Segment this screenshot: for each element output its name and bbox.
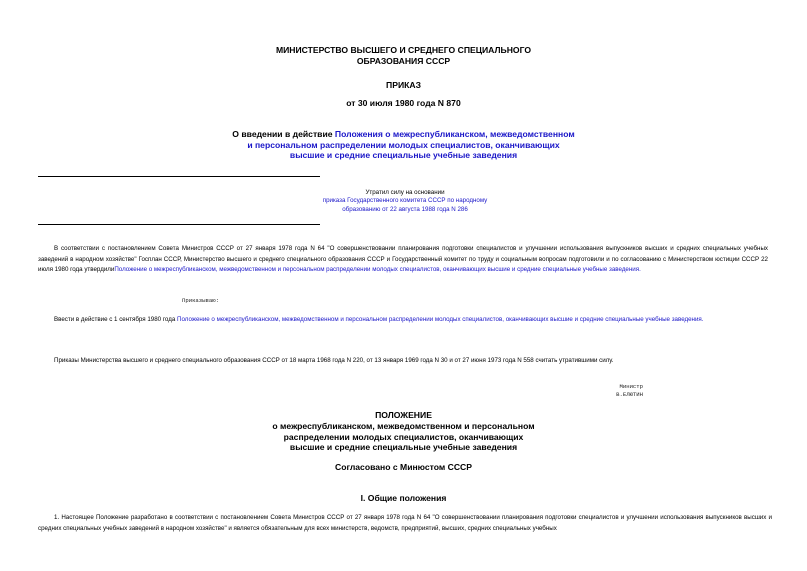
signature-name: В.ЕЛЮТИН: [616, 390, 643, 398]
signature-title: Министр: [619, 383, 643, 390]
order-1-link[interactable]: Положение о межреспубликанском, межведомственном и персональном распределении молодых специалистов, оканчивающих высшие и средние специальные учебные заведения.: [177, 316, 704, 323]
preamble-paragraph: [38, 244, 768, 276]
ministry-line-1: МИНИСТЕРСТВО ВЫСШЕГО И СРЕДНЕГО СПЕЦИАЛЬНОГО: [275, 45, 532, 55]
agreed-note: Согласовано с Минюстом СССР: [335, 462, 472, 472]
signature-block: [593, 383, 643, 398]
subject-link-3[interactable]: высшие и средние специальные учебные заведения: [289, 150, 518, 160]
regulation-p1-text: 1. Настоящее Положение разработано в соответствии с постановлением Совета Министров СССР от 27 января 1978 года N 64 "О совершенствовании планирования подготовки специалистов и улучшении использования выпускников высших и средних специальных учебных заведений в народном хозяйстве" и является обязательным для всех министерств, ведомств, предприятий, высших, средних специальных учебных: [38, 514, 772, 532]
divider-bottom: [38, 224, 320, 225]
section-heading: I. Общие положения: [360, 493, 447, 503]
status-note-link-2[interactable]: образованию от 22 августа 1988 года N 286: [342, 205, 468, 213]
regulation-paragraph-1: [38, 513, 772, 534]
order-paragraph-1: [38, 315, 768, 326]
regulation-line-2: распределении молодых специалистов, оканчивающих: [283, 431, 524, 442]
subject-prefix: О введении в действие: [232, 129, 335, 139]
divider-top: [38, 176, 320, 177]
subject-link-1[interactable]: Положения о межреспубликанском, межведомственном: [334, 129, 575, 139]
doc-date-number: от 30 июля 1980 года N 870: [346, 98, 461, 108]
regulation-heading: ПОЛОЖЕНИЕ: [375, 410, 432, 420]
regulation-line-3: высшие и средние специальные учебные заведения: [289, 442, 518, 452]
doc-subject: [0, 129, 807, 161]
ministry-title: [0, 45, 807, 66]
preamble-text: В соответствии с постановлением Совета Министров СССР от 27 января 1978 года N 64 "О совершенствовании планирования подготовки специалистов и улучшении использования выпускников высших и средних специальных учебных заведений в народном хозяйстве" Госплан СССР, Министерство высшего и среднего специального образования СССР и Государственный комитет по труду и социальным вопросам подготовили и по согласованию с Министерством юстиции СССР 22 июля 1980 года утвердили: [38, 245, 768, 274]
order-2-text: Приказы Министерства высшего и среднего специального образования СССР от 18 марта 1968 года N 220, от 13 января 1969 года N 30 и от 27 июня 1973 года N 558 считать утратившими силу.: [54, 357, 614, 364]
order-word: Приказываю:: [182, 297, 219, 304]
subject-link-2[interactable]: и персональном распределении молодых специалистов, оканчивающих: [247, 139, 560, 150]
ministry-line-2: ОБРАЗОВАНИЯ СССР: [356, 55, 451, 66]
status-note-line: Утратил силу на основании: [365, 189, 445, 196]
doc-type: ПРИКАЗ: [386, 80, 421, 90]
order-paragraph-2: [38, 356, 768, 367]
status-note: [280, 189, 530, 214]
preamble-link[interactable]: Положение о межреспубликанском, межведомственном и персональном распределении молодых специалистов, оканчивающих высшие и средние специальные учебные заведения.: [114, 266, 641, 274]
regulation-subtitle: [0, 421, 807, 453]
status-note-link-1[interactable]: приказа Государственного комитета СССР по народному: [322, 197, 488, 205]
order-1-text: Ввести в действие с 1 сентября 1980 года: [54, 316, 178, 323]
subject-line-1: [0, 129, 807, 140]
regulation-line-1: о межреспубликанском, межведомственном и персональном: [272, 421, 535, 431]
